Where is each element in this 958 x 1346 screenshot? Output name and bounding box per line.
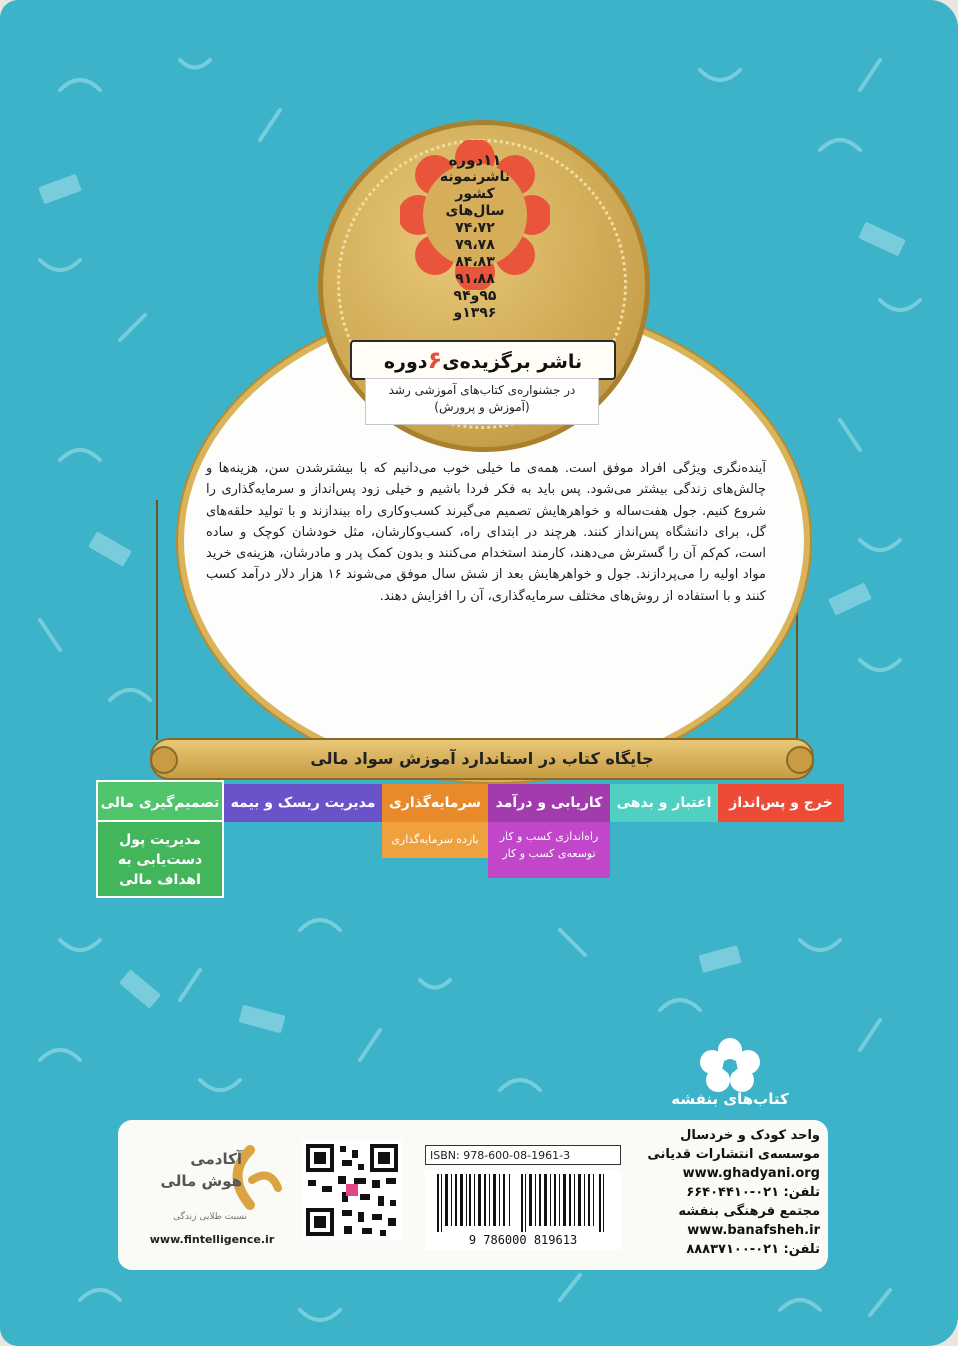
publisher-contact [632, 1126, 820, 1259]
category-subitem: دست‌یابی به [117, 852, 203, 868]
publisher-website[interactable]: www.banafsheh.ir [687, 1223, 820, 1238]
isbn-label: ISBN: 978-600-08-1961-3 [425, 1145, 621, 1165]
barcode [425, 1170, 621, 1250]
award-title-before: ناشر برگزیده‌ی [442, 351, 583, 373]
badge-line4: سال‌های [445, 203, 505, 219]
category-subitem: اهداف مالی [119, 872, 201, 888]
academy-tagline: نسبت طلایی زندگی [173, 1212, 247, 1222]
academy-name-line2: هوش مالی [160, 1172, 242, 1190]
award-subtitle-banner [365, 378, 599, 425]
phone-number: ۰۲۱-۸۸۸۳۷۱۰۰ [686, 1242, 780, 1257]
brand-logo-text: کتاب‌های بنفشه [671, 1090, 789, 1108]
barcode-number: 9 786000 819613 [468, 1233, 578, 1247]
banafsheh-logo-icon [690, 1032, 770, 1122]
category-subitem: مدیریت پول [119, 832, 201, 848]
award-subtitle-line2: (آموزش و پرورش) [434, 400, 530, 414]
badge-line1: ۱۱دوره [448, 151, 502, 169]
standard-bar [150, 738, 814, 780]
standard-bar-label: جایگاه کتاب در استاندارد آموزش سواد مالی [310, 749, 654, 768]
left-rope [156, 500, 158, 740]
category-credit-debt: اعتبار و بدهی [610, 784, 718, 822]
publisher-website[interactable]: www.ghadyani.org [682, 1166, 820, 1181]
badge-year: ۹۱،۸۸ [455, 271, 495, 287]
category-subitem: بازده سرمایه‌گذاری [382, 822, 488, 858]
badge-line3: کشور [455, 186, 495, 202]
category-risk-insurance: مدیریت ریسک و بیمه [224, 784, 382, 822]
badge-line2: ناشرنمونه [439, 169, 511, 185]
academy-website[interactable]: www.fintelligence.ir [149, 1233, 275, 1246]
phone-number: ۰۲۱-۶۶۴۰۴۴۱۰ [686, 1185, 780, 1200]
category-financial-decision-details [96, 822, 224, 898]
story-description: آینده‌نگری ویژگی افراد موفق است. همه‌ی ما خیلی خوب می‌دانیم که با بیشترشدن سن، هزینه‌ها و چالش‌های زندگی بیشتر می‌شود. پس باید به فکر فردا باشیم و خیلی زود پس‌انداز و سرمایه‌گذاری را شروع کنیم. جول هفت‌ساله و خواهرهایش تصمیم می‌گیرند کسب‌وکاری راه بیندازند و با تولید حلقه‌های گل، برای دانشگاه پس‌انداز کنند. هرچند در ابتدای راه، کسب‌وکارشان، مثل خودشان کوچک و ساده است، کم‌کم آن را گسترش می‌دهند، کارمند استخدام می‌کنند و بدون کمک پدر و مادرشان، هزینه‌ی خرید مواد اولیه را می‌پردازند. جول و خواهرهایش بعد از شش سال موفق می‌شوند ۱۶ هزار دلار درآمد کسب کنند و با استفاده از روش‌های مختلف سرمایه‌گذاری، آن را افزایش دهند. [206, 461, 766, 604]
category-employment-income-details [488, 822, 610, 878]
badge-year: ۸۴،۸۳ [455, 254, 495, 270]
academy-name-line1: آکادمی [190, 1150, 242, 1168]
badge-text [415, 152, 535, 322]
phone-label: تلفن: [783, 1185, 820, 1200]
badge-year: ۷۹،۷۸ [455, 237, 495, 253]
phone-label: تلفن: [783, 1242, 820, 1257]
publisher-line2: موسسه‌ی انتشارات قدیانی [647, 1147, 820, 1162]
category-subitem: توسعه‌ی کسب و کار [502, 847, 596, 860]
academy-name [132, 1148, 242, 1192]
award-subtitle-line1: در جشنواره‌ی کتاب‌های آموزشی رشد [388, 383, 576, 397]
award-title-after: دوره [383, 351, 428, 373]
award-title-banner [350, 340, 616, 380]
category-spending-saving: خرج و پس‌انداز [718, 784, 844, 822]
publisher-phone-row [632, 1183, 820, 1202]
publisher-line3: مجتمع فرهنگی بنفشه [678, 1204, 820, 1219]
category-financial-decision: تصمیم‌گیری مالی [96, 780, 224, 822]
badge-year: ۹۵و۹۴ [453, 288, 497, 304]
publisher-line1: واحد کودک و خردسال [680, 1128, 820, 1143]
badge-year: ۱۳۹۶و [453, 305, 497, 321]
badge-year: ۷۴،۷۲ [455, 220, 495, 236]
category-employment-income: کاریابی و درآمد [488, 784, 610, 822]
award-title-number: ۶ [427, 346, 443, 374]
qr-code [302, 1140, 402, 1240]
publisher-phone-row [632, 1240, 820, 1259]
category-investing: سرمایه‌گذاری [382, 784, 488, 822]
category-subitem: راه‌اندازی کسب و کار [499, 830, 599, 843]
